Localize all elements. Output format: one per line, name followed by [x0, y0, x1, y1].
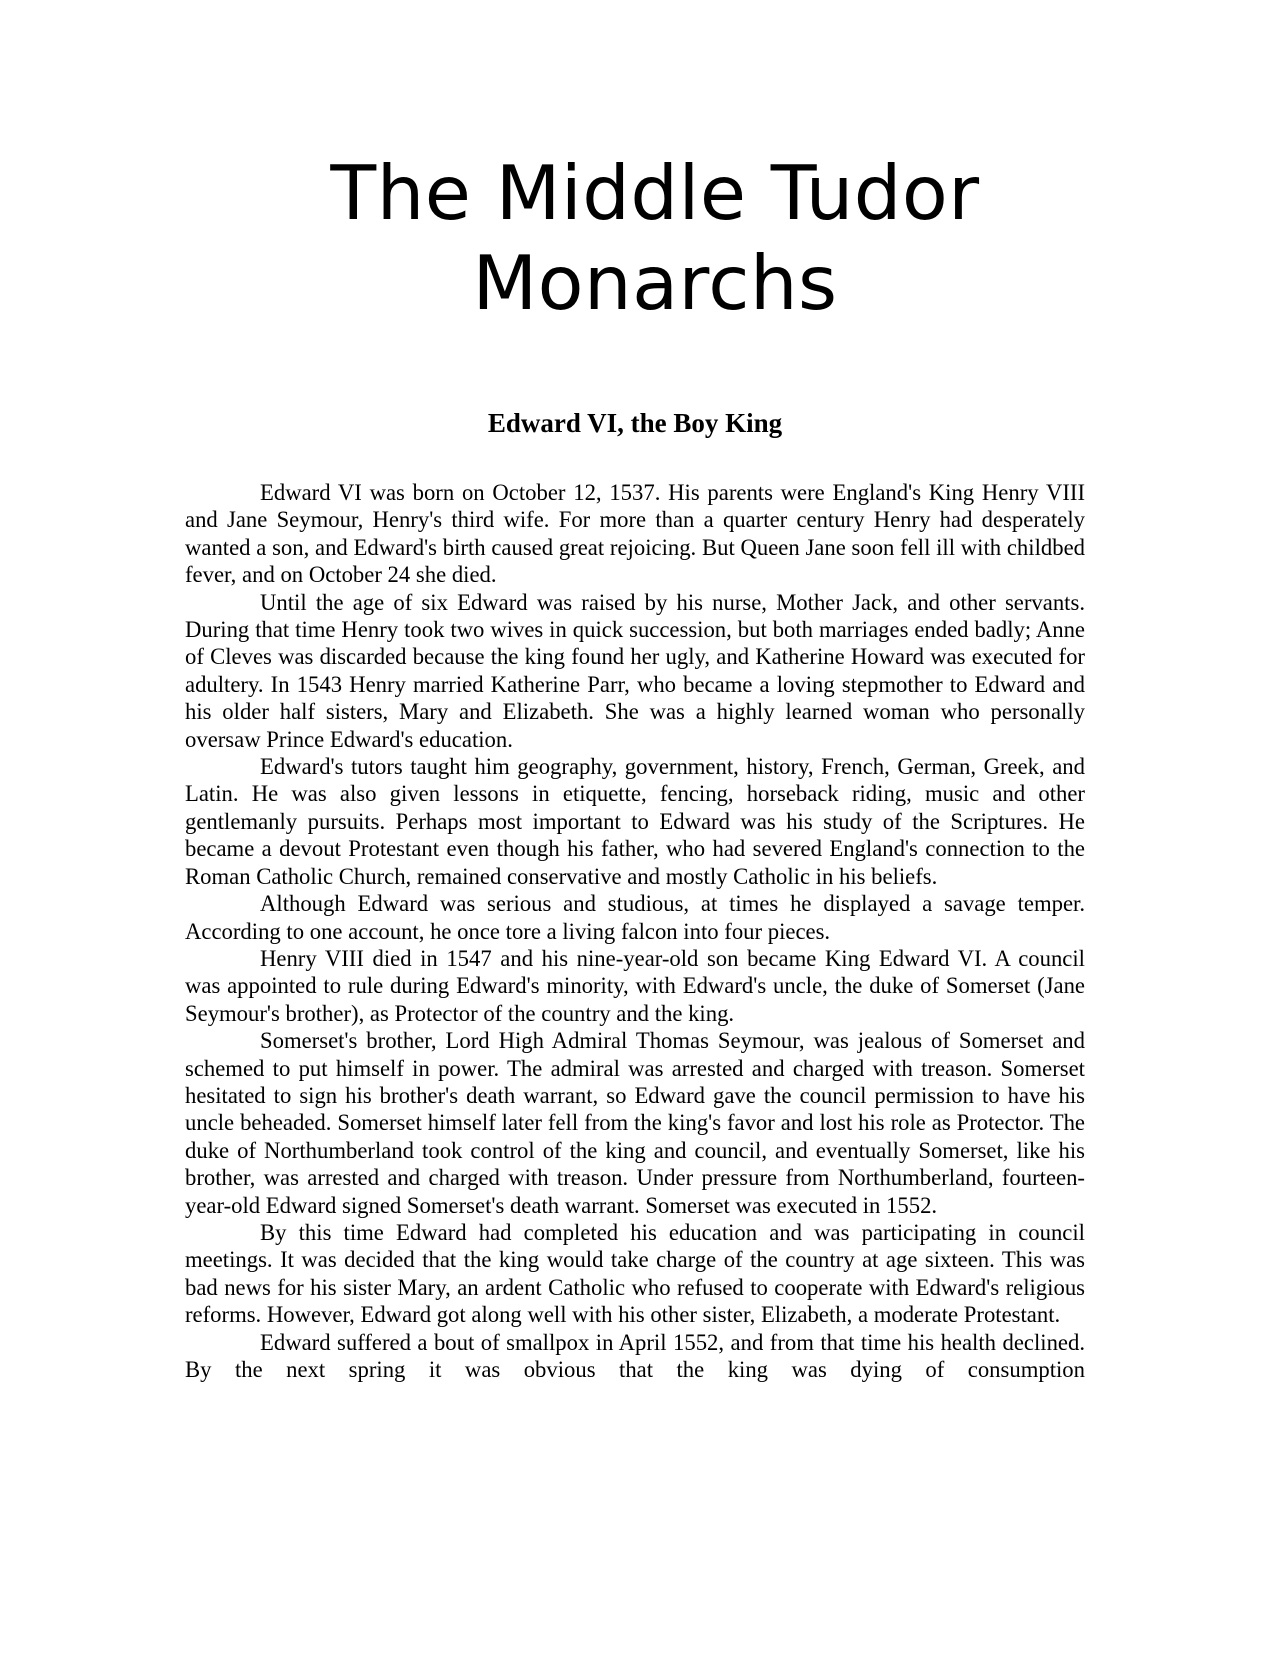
section-heading: Edward VI, the Boy King: [487, 408, 783, 438]
paragraph: Edward VI was born on October 12, 1537. His parents were England's King Henry VIII and Jane Seymour, Henry's third wife. For more than a quarter century Henry had desperately wanted a son, and Edward's birth caused great rejoicing. But Queen Jane soon fell ill with childbed fever, and on October 24 she died.: [185, 480, 1085, 588]
title-line-2: Monarchs: [472, 239, 838, 327]
paragraph: Although Edward was serious and studious, at times he displayed a savage temper. According to one account, he once tore a living falcon into four pieces.: [185, 891, 1085, 944]
paragraph: Until the age of six Edward was raised by his nurse, Mother Jack, and other servants. During that time Henry took two wives in quick succession, but both marriages ended badly; Anne of Cleves was discarded because the king found her ugly, and Katherine Howard was executed for adultery. In 1543 Henry married Katherine Parr, who became a loving stepmother to Edward and his older half sisters, Mary and Elizabeth. She was a highly learned woman who personally oversaw Prince Edward's education.: [185, 589, 1085, 752]
paragraph: Edward's tutors taught him geography, government, history, French, German, Greek, and Latin. He was also given lessons in etiquette, fencing, horseback riding, music and other gentlemanly pursuits. Perhaps most important to Edward was his study of the Scriptures. He became a devout Protestant even though his father, who had severed England's connection to the Roman Catholic Church, remained conservative and mostly Catholic in his beliefs.: [185, 754, 1085, 889]
paragraph: Edward suffered a bout of smallpox in April 1552, and from that time his health declined. By the next spring it was obvious that the king was dying of consumption: [185, 1329, 1085, 1382]
paragraph: By this time Edward had completed his education and was participating in council meetings. It was decided that the king would take charge of the country at age sixteen. This was bad news for his sister Mary, an ardent Catholic who refused to cooperate with Edward's religious reforms. However, Edward got along well with his other sister, Elizabeth, a moderate Protestant.: [185, 1219, 1085, 1328]
paragraph: Henry VIII died in 1547 and his nine-year-old son became King Edward VI. A council was appointed to rule during Edward's minority, with Edward's uncle, the duke of Somerset (Jane Seymour's brother), as Protector of the country and the king.: [185, 945, 1085, 1026]
body-text: [185, 479, 1085, 1383]
page-title: [0, 148, 1280, 328]
title-line-1: The Middle Tudor: [330, 149, 980, 237]
paragraph: Somerset's brother, Lord High Admiral Thomas Seymour, was jealous of Somerset and schemed to put himself in power. The admiral was arrested and charged with treason. Somerset hesitated to sign his brother's death warrant, so Edward gave the council permission to have his uncle beheaded. Somerset himself later fell from the king's favor and lost his role as Protector. The duke of Northumberland took control of the king and council, and eventually Somerset, like his brother, was arrested and charged with treason. Under pressure from Northumberland, fourteen-year-old Edward signed Somerset's death warrant. Somerset was executed in 1552.: [185, 1028, 1085, 1218]
